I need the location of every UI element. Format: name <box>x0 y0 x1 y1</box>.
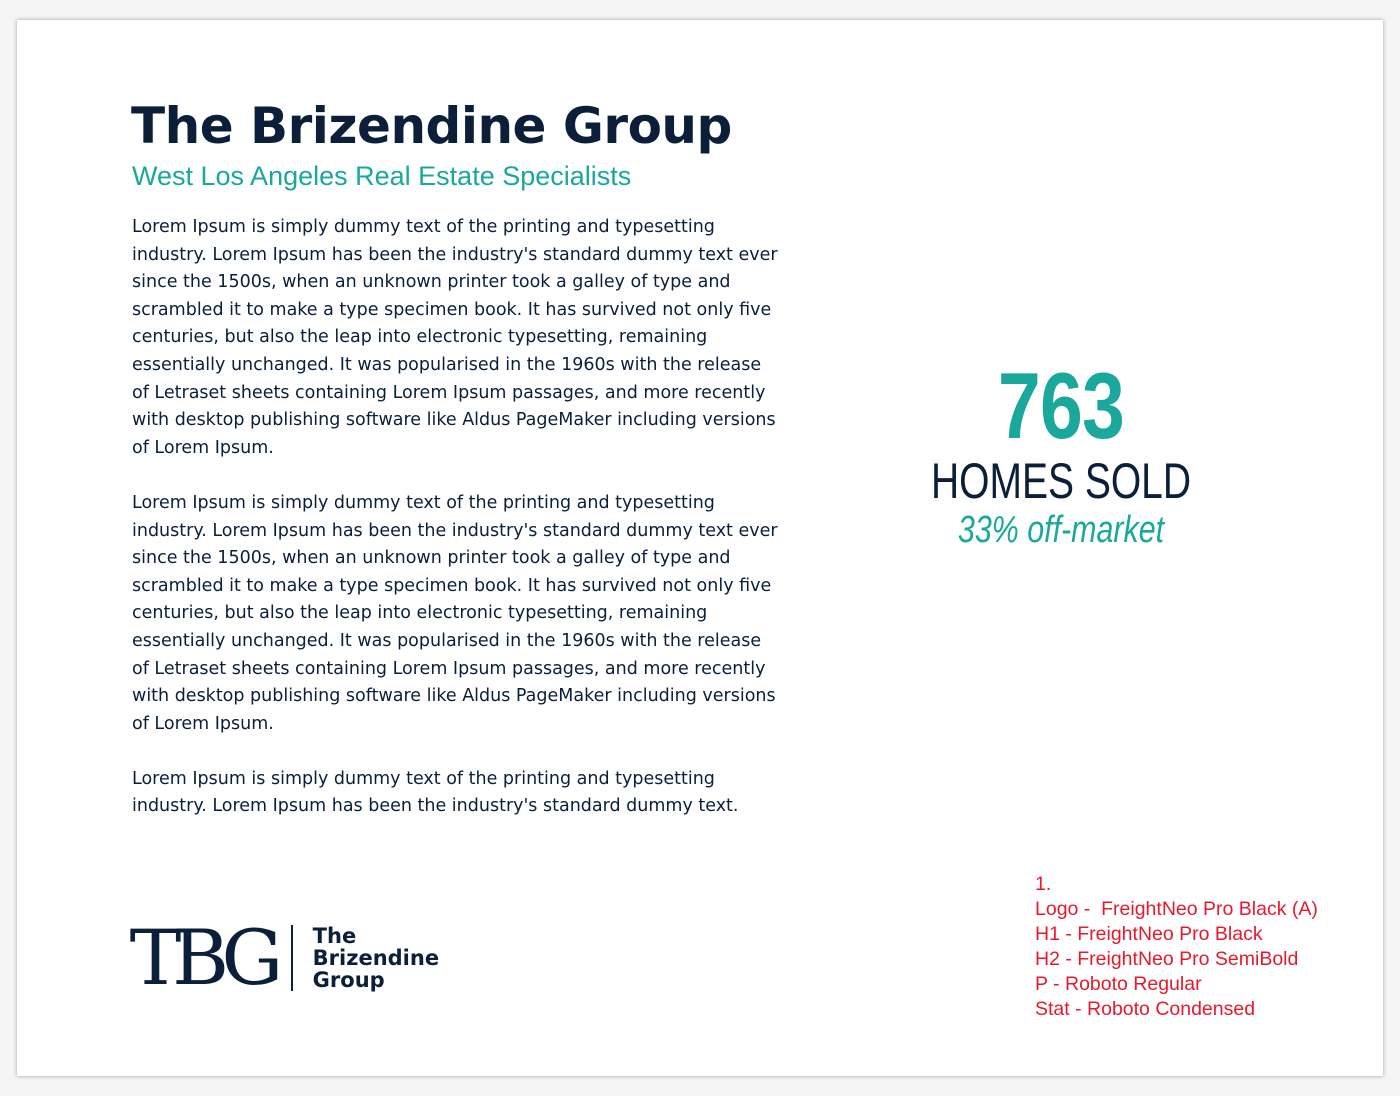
logo-mark: TBG <box>129 913 275 1002</box>
stat-subtext: 33% off-market <box>957 509 1165 551</box>
logo-word-brizendine: Brizendine <box>312 946 440 970</box>
annotation-h2-font: H2 - FreightNeo Pro SemiBold <box>1035 948 1299 970</box>
stat-label: HOMES SOLD <box>930 453 1192 509</box>
logo-word-the: The <box>312 924 357 948</box>
body-paragraph-3: Lorem Ipsum is simply dummy text of the printing and typesetting industry. Lorem Ipsum has been the industry's standard dummy text. <box>132 768 739 817</box>
logo-word-group: Group <box>312 968 385 992</box>
font-annotations <box>1035 872 1318 1022</box>
stat-number: 763 <box>997 353 1125 458</box>
page-subtitle: West Los Angeles Real Estate Specialists <box>132 161 632 191</box>
logo-divider <box>291 925 293 991</box>
annotation-number: 1. <box>1035 873 1052 895</box>
document-page <box>17 20 1383 1076</box>
body-paragraph-1: Lorem Ipsum is simply dummy text of the printing and typesetting industry. Lorem Ipsum has been the industry's standard dummy text ever since the 1500s, when an unknown printer took a galley of type and scrambled it to make a type specimen book. It has survived not only five centuries, but also the leap into electronic typesetting, remaining essentially unchanged. It was popularised in the 1960s with the release of Letraset sheets containing Lorem Ipsum passages, and more recently with desktop publishing software like Aldus PageMaker including versions of Lorem Ipsum. <box>132 217 778 458</box>
body-paragraph-2: Lorem Ipsum is simply dummy text of the printing and typesetting industry. Lorem Ipsum has been the industry's standard dummy text ever since the 1500s, when an unknown printer took a galley of type and scrambled it to make a type specimen book. It has survived not only five centuries, but also the leap into electronic typesetting, remaining essentially unchanged. It was popularised in the 1960s with the release of Letraset sheets containing Lorem Ipsum passages, and more recently with desktop publishing software like Aldus PageMaker including versions of Lorem Ipsum. <box>132 492 778 734</box>
stat-block <box>867 353 1255 552</box>
logo-wordmark <box>313 925 439 991</box>
annotation-p-font: P - Roboto Regular <box>1035 973 1202 995</box>
annotation-logo-font: Logo - FreightNeo Pro Black (A) <box>1035 898 1318 920</box>
annotation-h1-font: H1 - FreightNeo Pro Black <box>1035 923 1263 945</box>
logo <box>129 913 440 1002</box>
body-text <box>132 214 782 849</box>
page-title: The Brizendine Group <box>131 97 732 155</box>
annotation-stat-font: Stat - Roboto Condensed <box>1035 998 1256 1020</box>
